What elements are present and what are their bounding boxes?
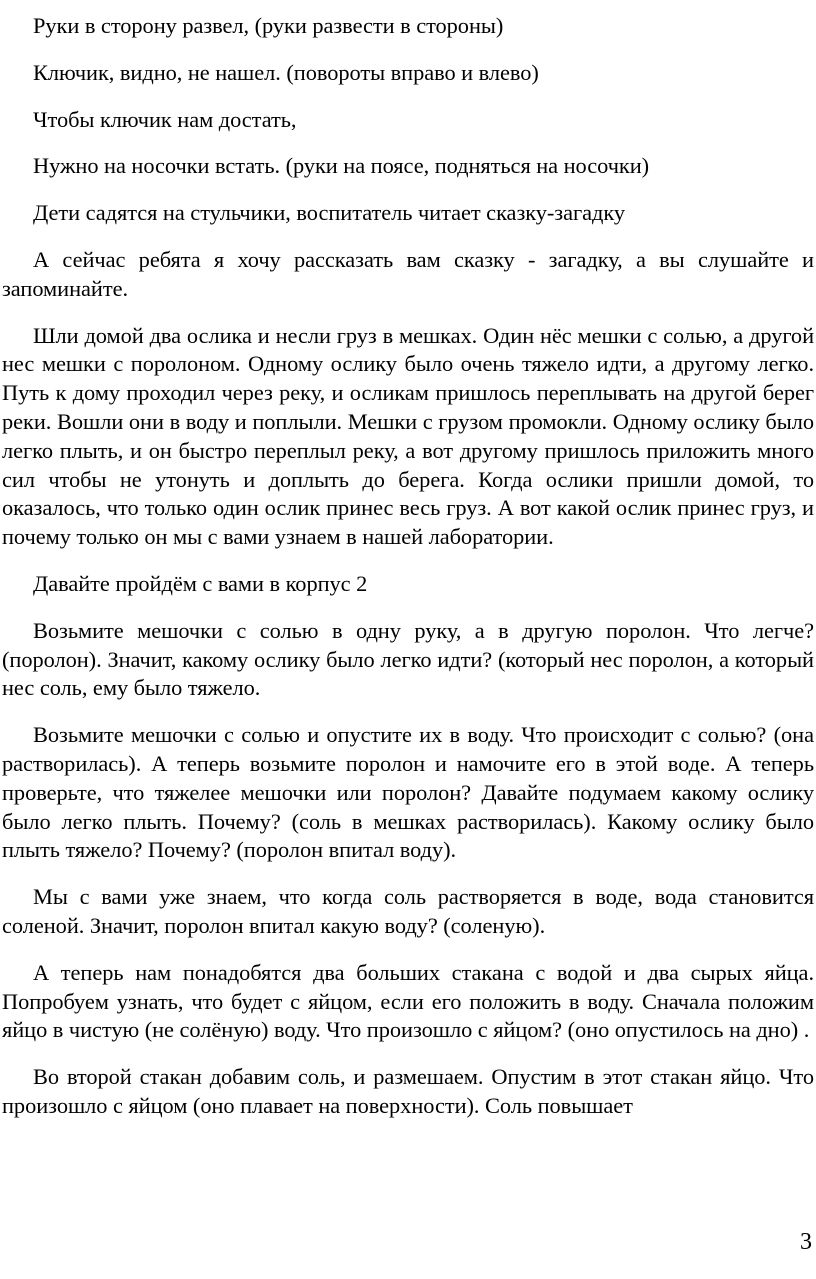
page-number: 3 <box>800 1229 812 1255</box>
paragraph-5: Дети садятся на стульчики, воспитатель читает сказку-загадку <box>33 200 626 226</box>
paragraph-2: Ключик, видно, не нашел. (повороты вправо и влево) <box>33 59 539 85</box>
paragraph-6: А сейчас ребята я хочу рассказать вам сказку - загадку, а вы слушайте и запоминайте. <box>2 246 814 301</box>
paragraph-9: Возьмите мешочки с солью в одну руку, а в другую поролон. Что легче? (поролон). Значит, какому ослику было легко идти? (который нес поролон, а который нес соль, ему было тяжело. <box>2 617 814 701</box>
paragraph-10: Возьмите мешочки с солью и опустите их в воду. Что происходит с солью? (она растворилась). А теперь возьмите поролон и намочите его в этой воде. А теперь проверьте, что тяжелее мешочки или поролон? Давайте подумаем какому ослику было легко плыть. Почему? (соль в мешках растворилась). Какому ослику было плыть тяжело? Почему? (поролон впитал воду). <box>2 722 814 863</box>
paragraph-11: Мы с вами уже знаем, что когда соль растворяется в воде, вода становится соленой. Значит, поролон впитал какую воду? (соленую). <box>2 884 814 938</box>
paragraph-7: Шли домой два ослика и несли груз в мешках. Один нёс мешки с солью, а другой нес мешки с поролоном. Одному ослику было очень тяжело идти, а другому легко. Путь к дому проходил через реку, и осликам пришлось переплывать на другой берег реки. Вошли они в воду и поплыли. Мешки с грузом промокли. Одному ослику было легко плыть, и он быстро переплыл реку, а вот другому пришлось приложить много сил чтобы не утонуть и доплыть до берега. Когда ослики пришли домой, то оказалось, что только один ослик принес весь груз. А вот какой ослик принес груз, и почему только он мы с вами узнаем в нашей лаборатории. <box>2 322 814 550</box>
paragraph-13: Во второй стакан добавим соль, и размешаем. Опустим в этот стакан яйцо. Что произошло с яйцом (оно плавает на поверхности). Соль повышает <box>2 1064 814 1118</box>
paragraph-1: Руки в сторону развел, (руки развести в стороны) <box>33 13 504 38</box>
paragraph-4: Нужно на носочки встать. (руки на поясе, подняться на носочки) <box>33 153 650 179</box>
paragraph-8: Давайте пройдём с вами в корпус 2 <box>33 570 368 596</box>
paragraph-12: А теперь нам понадобятся два больших стакана с водой и два сырых яйца. Попробуем узнать, что будет с яйцом, если его положить в воду. Сначала положим яйцо в чистую (не солёную) воду. Что произошло с яйцом? (оно опустилось на дно) . <box>2 959 814 1043</box>
document-body <box>2 12 814 1139</box>
paragraph-3: Чтобы ключик нам достать, <box>33 106 297 132</box>
